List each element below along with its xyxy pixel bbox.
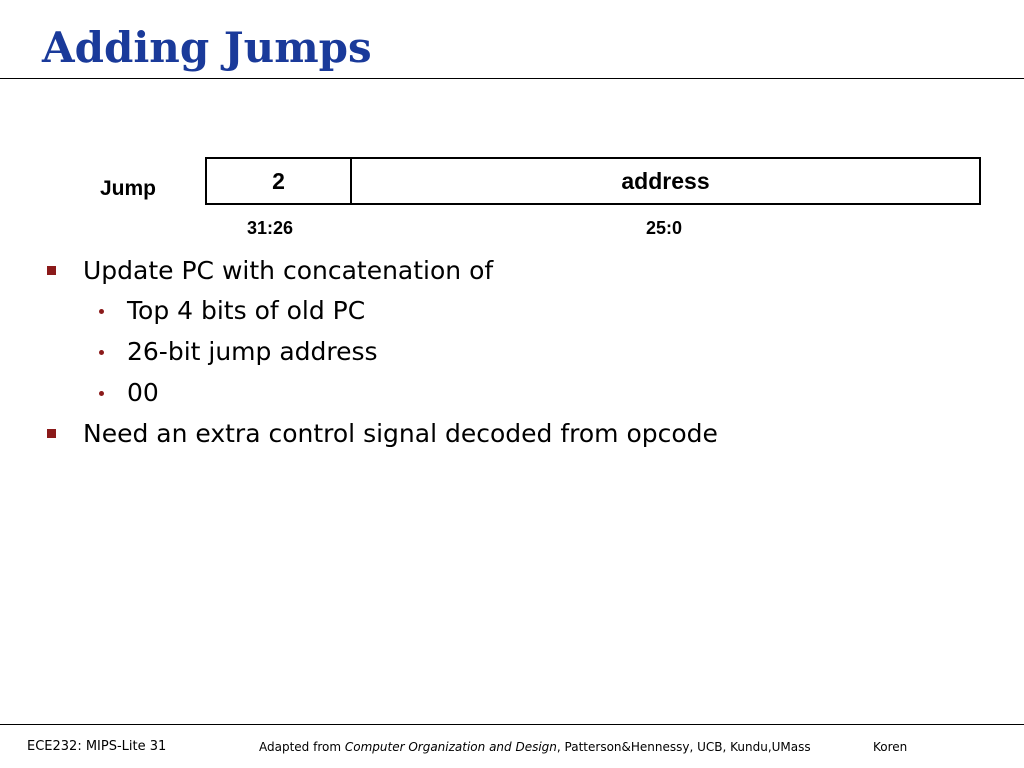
opcode-bit-range: 31:26 bbox=[247, 218, 294, 238]
bullet-list bbox=[42, 252, 1002, 455]
bullet-item bbox=[42, 252, 1002, 290]
bullet-text: Update PC with concatenation of bbox=[83, 256, 494, 285]
sub-bullet-text: 00 bbox=[127, 378, 159, 407]
instruction-format-box bbox=[205, 157, 981, 205]
bullet-text: Need an extra control signal decoded from opcode bbox=[83, 419, 718, 448]
footer-credit-suffix: , Patterson&Hennessy, UCB, Kundu,UMass bbox=[556, 740, 811, 754]
footer-author: Koren bbox=[873, 740, 908, 754]
bullet-item bbox=[42, 415, 1002, 453]
footer-course-label: ECE232: MIPS-Lite 31 bbox=[27, 739, 167, 754]
sub-bullet-text: 26-bit jump address bbox=[127, 337, 378, 366]
slide-title: Adding Jumps bbox=[42, 23, 372, 72]
footer-credit-prefix: Adapted from bbox=[259, 740, 345, 754]
dot-bullet-icon bbox=[99, 391, 104, 396]
dot-bullet-icon bbox=[99, 350, 104, 355]
sub-bullet-item bbox=[42, 333, 1002, 371]
instruction-format-label: Jump bbox=[100, 177, 157, 200]
footer-credit bbox=[259, 738, 811, 756]
footer-divider bbox=[0, 724, 1024, 725]
footer-credit-title: Computer Organization and Design bbox=[344, 740, 557, 754]
address-bit-range: 25:0 bbox=[646, 218, 683, 238]
sub-bullet-item bbox=[42, 292, 1002, 330]
sub-bullet-text: Top 4 bits of old PC bbox=[127, 296, 366, 325]
title-divider bbox=[0, 78, 1024, 79]
opcode-field: 2 bbox=[207, 159, 352, 203]
sub-bullet-item bbox=[42, 374, 1002, 412]
dot-bullet-icon bbox=[99, 309, 104, 314]
square-bullet-icon bbox=[47, 429, 56, 438]
square-bullet-icon bbox=[47, 266, 56, 275]
address-field: address bbox=[621, 168, 710, 194]
